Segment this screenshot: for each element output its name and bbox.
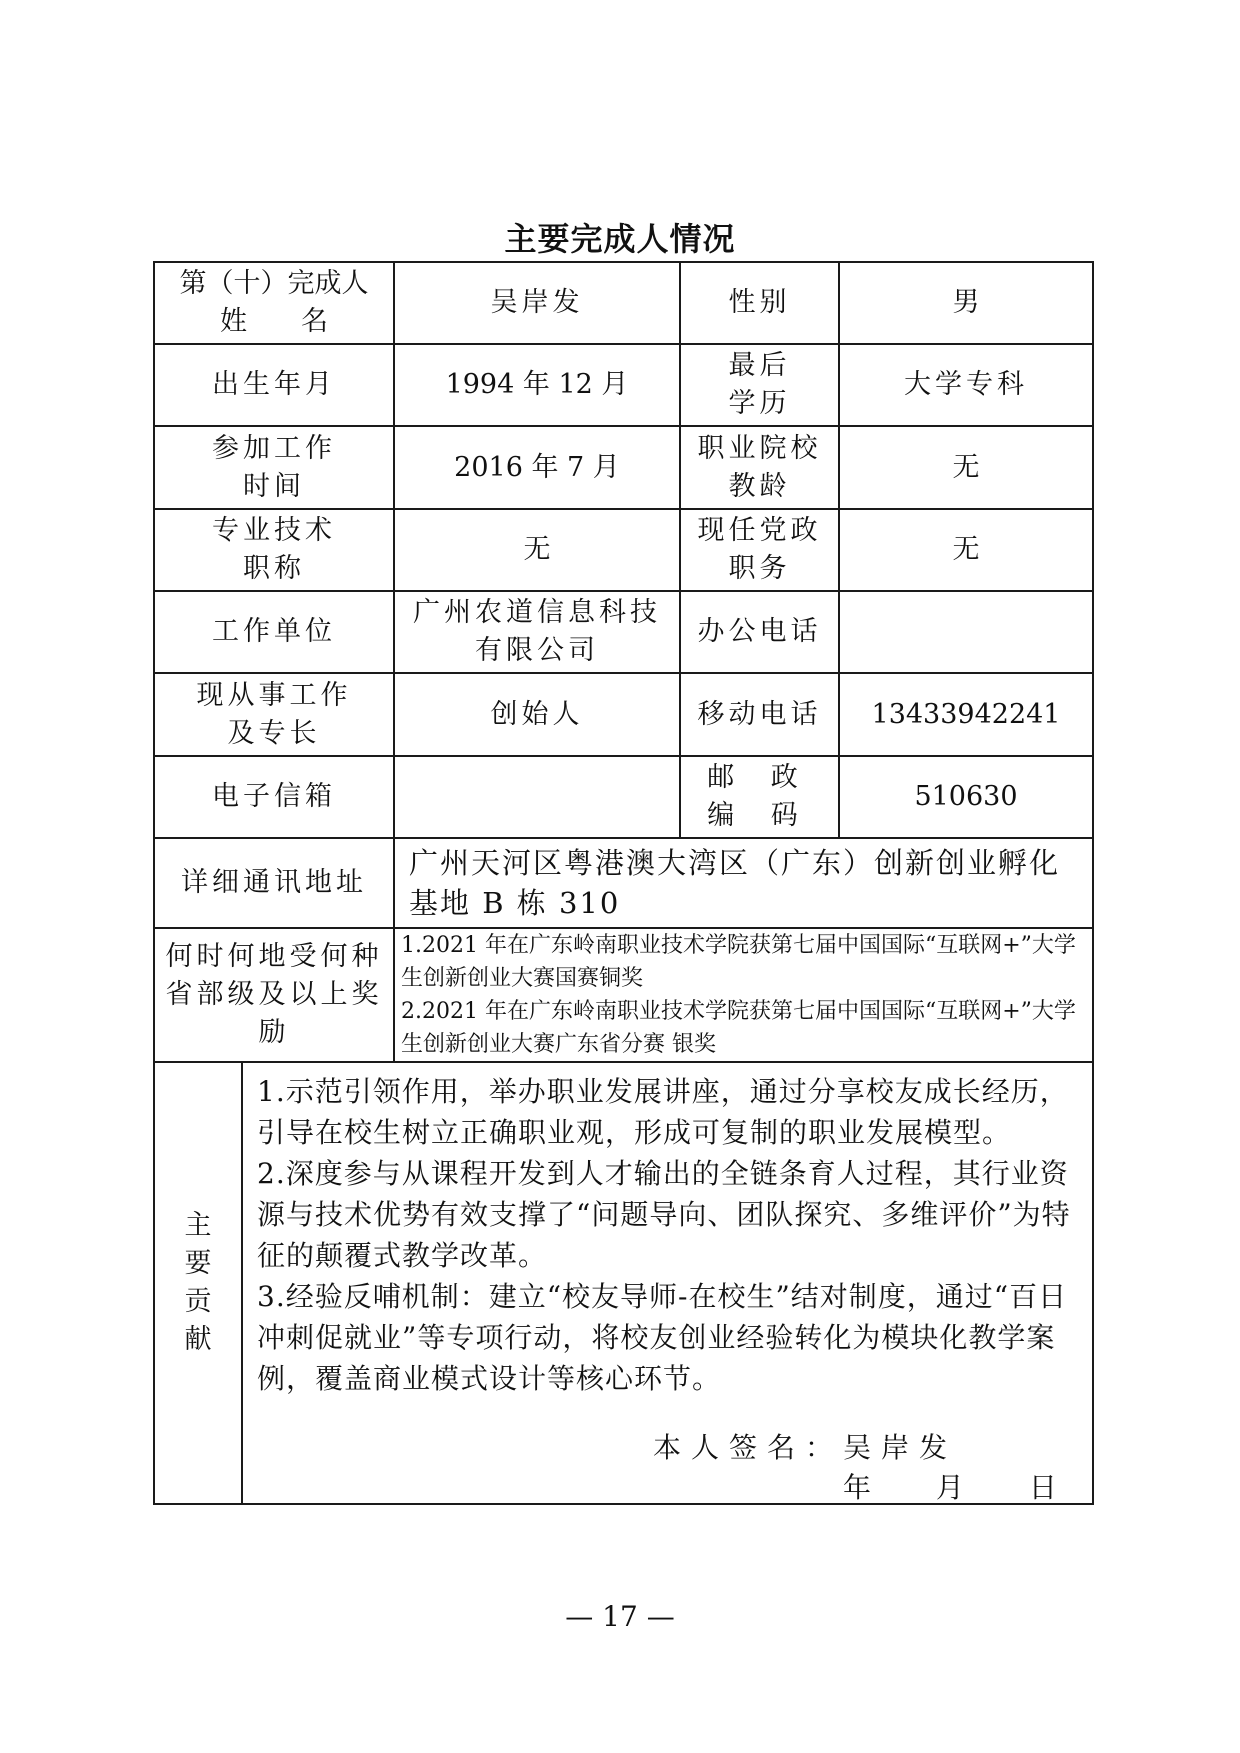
name-value: 吴岸发 <box>394 262 680 344</box>
page-title: 主要完成人情况 <box>504 220 736 258</box>
work-start-label: 参加工作 时间 <box>154 426 394 509</box>
party-post-value: 无 <box>839 509 1093 591</box>
table-row <box>154 344 1093 426</box>
table-row <box>154 426 1093 509</box>
job-label: 现从事工作 及专长 <box>154 673 394 756</box>
signature-value: 吴岸发 <box>843 1431 958 1464</box>
person-info-table <box>153 261 1094 1505</box>
signature-label: 本人签名： <box>653 1431 844 1464</box>
postcode-label: 邮 政 编 码 <box>680 756 839 838</box>
birth-label: 出生年月 <box>154 344 394 426</box>
name-label: 第（十）完成人 姓 名 <box>154 262 394 344</box>
mobile-label: 移动电话 <box>680 673 839 756</box>
date-line <box>843 1469 1093 1504</box>
address-label: 详细通讯地址 <box>154 838 394 928</box>
table-row <box>154 756 1093 838</box>
table-row <box>154 262 1093 344</box>
table-row <box>154 928 1093 1062</box>
table-row <box>154 591 1093 673</box>
table-row <box>154 673 1093 756</box>
mobile-value: 13433942241 <box>839 673 1093 756</box>
contribution-content <box>242 1062 1093 1504</box>
awards-label: 何时何地受何种 省部级及以上奖励 <box>154 928 394 1062</box>
awards-value <box>394 928 1093 1062</box>
list-item: 2.2021 年在广东岭南职业技术学院获第七届中国国际“互联网+”大学生创新创业大赛广东省分赛 银奖 <box>401 999 1076 1057</box>
list-item: 1.2021 年在广东岭南职业技术学院获第七届中国国际“互联网+”大学生创新创业大赛国赛铜奖 <box>401 933 1076 991</box>
contribution-label: 主 要 贡 献 <box>154 1062 242 1504</box>
gender-label: 性别 <box>680 262 839 344</box>
education-value: 大学专科 <box>839 344 1093 426</box>
birth-value: 1994 年 12 月 <box>394 344 680 426</box>
address-value: 广州天河区粤港澳大湾区（广东）创新创业孵化基地 B 栋 310 <box>394 838 1093 928</box>
list-item: 3.经验反哺机制：建立“校友导师-在校生”结对制度，通过“百日冲刺促就业”等专项行动，将校友创业经验转化为模块化教学案例，覆盖商业模式设计等核心环节。 <box>257 1280 1068 1395</box>
employer-value: 广州农道信息科技 有限公司 <box>394 591 680 673</box>
table-row <box>154 1062 1093 1504</box>
list-item: 2.深度参与从课程开发到人才输出的全链条育人过程，其行业资源与技术优势有效支撑了“问题导向、团队探究、多维评价”为特征的颠覆式教学改革。 <box>257 1157 1071 1272</box>
gender-value: 男 <box>839 262 1093 344</box>
email-label: 电子信箱 <box>154 756 394 838</box>
party-post-label: 现任党政 职务 <box>680 509 839 591</box>
table-row <box>154 509 1093 591</box>
job-value: 创始人 <box>394 673 680 756</box>
office-phone-value <box>839 591 1093 673</box>
table-row <box>154 838 1093 928</box>
teaching-age-value: 无 <box>839 426 1093 509</box>
email-value <box>394 756 680 838</box>
postcode-value: 510630 <box>839 756 1093 838</box>
list-item: 1.示范引领作用，举办职业发展讲座，通过分享校友成长经历，引导在校生树立正确职业观，形成可复制的职业发展模型。 <box>257 1075 1069 1149</box>
professional-title-label: 专业技术 职称 <box>154 509 394 591</box>
date-day: 日 <box>1028 1471 1057 1504</box>
office-phone-label: 办公电话 <box>680 591 839 673</box>
date-month: 月 <box>935 1471 964 1504</box>
date-year: 年 <box>843 1471 872 1504</box>
teaching-age-label: 职业院校 教龄 <box>680 426 839 509</box>
professional-title-value: 无 <box>394 509 680 591</box>
employer-label: 工作单位 <box>154 591 394 673</box>
work-start-value: 2016 年 7 月 <box>394 426 680 509</box>
education-label: 最后 学历 <box>680 344 839 426</box>
signature-line <box>653 1429 957 1467</box>
page-number: — 17 — <box>565 1600 675 1633</box>
